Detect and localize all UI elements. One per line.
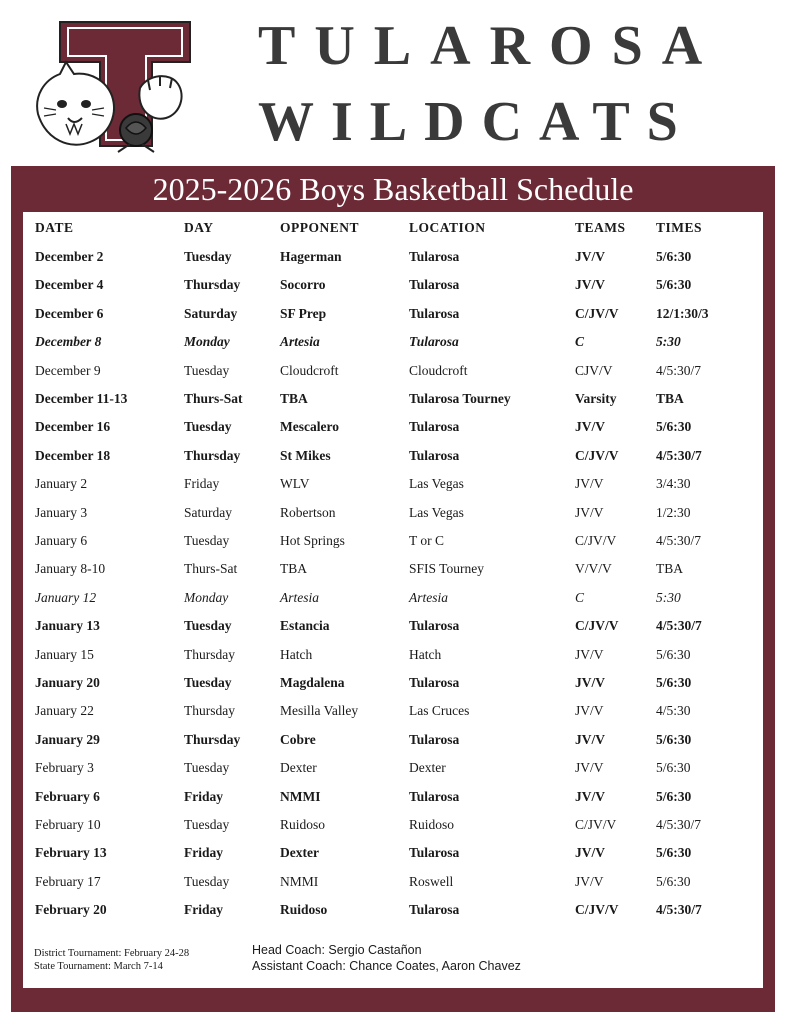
row-location: Hatch xyxy=(409,646,442,662)
row-times: 5/6:30 xyxy=(656,788,692,804)
row-teams: JV/V xyxy=(575,703,604,719)
row-opponent: TBA xyxy=(280,561,307,577)
row-opponent: Ruidoso xyxy=(280,902,328,918)
row-opponent: St Mikes xyxy=(280,447,331,463)
row-date: December 11-13 xyxy=(35,391,128,406)
table-row xyxy=(23,359,763,383)
row-opponent: Dexter xyxy=(280,760,317,776)
state-tournament: State Tournament: March 7-14 xyxy=(34,961,163,972)
row-times: 1/2:30 xyxy=(656,504,691,520)
row-teams: C xyxy=(575,334,585,350)
row-day: Tuesday xyxy=(184,873,230,889)
row-teams: JV/V xyxy=(575,873,604,889)
row-opponent: Ruidoso xyxy=(280,817,326,832)
row-date: January 2 xyxy=(35,476,88,492)
row-location: Tularosa xyxy=(409,249,460,264)
table-row xyxy=(23,785,763,809)
row-day: Tuesday xyxy=(184,817,230,832)
row-times: 5/6:30 xyxy=(656,249,692,264)
row-teams: JV/V xyxy=(575,504,604,520)
row-day: Thursday xyxy=(184,447,241,463)
row-location: Las Cruces xyxy=(409,703,470,719)
row-teams: C/JV/V xyxy=(575,305,619,321)
header-teams: TEAMS xyxy=(575,220,626,235)
row-opponent: Mescalero xyxy=(280,419,339,435)
row-day: Friday xyxy=(184,788,223,804)
row-teams: JV/V xyxy=(575,277,605,293)
table-header-row xyxy=(23,216,763,240)
row-teams: JV/V xyxy=(575,419,605,435)
row-teams: C/JV/V xyxy=(575,902,619,918)
row-date: January 6 xyxy=(35,533,88,548)
row-opponent: Cloudcroft xyxy=(280,362,339,378)
row-teams: JV/V xyxy=(575,788,605,804)
table-row xyxy=(23,557,763,581)
row-opponent: Artesia xyxy=(280,589,319,605)
district-tournament: District Tournament: February 24-28 xyxy=(34,948,190,959)
schedule-panel xyxy=(23,212,763,988)
row-date: January 13 xyxy=(35,618,100,634)
row-date: February 3 xyxy=(35,760,94,776)
row-date: January 12 xyxy=(35,589,97,605)
assistant-coach: Assistant Coach: Chance Coates, Aaron Chavez xyxy=(252,959,521,973)
row-times: 4/5:30/7 xyxy=(656,902,702,918)
row-date: February 20 xyxy=(35,902,107,918)
row-teams: JV/V xyxy=(575,249,605,264)
row-times: 5/6:30 xyxy=(656,873,691,889)
table-row xyxy=(23,671,763,695)
row-location: Dexter xyxy=(409,760,446,776)
table-row xyxy=(23,273,763,297)
row-times: 5:30 xyxy=(656,589,681,605)
tournament-info xyxy=(34,947,189,973)
row-times: 5:30 xyxy=(656,334,681,350)
row-date: January 8-10 xyxy=(35,561,106,577)
row-location: Tularosa xyxy=(409,447,460,463)
table-row xyxy=(23,472,763,496)
row-date: February 13 xyxy=(35,845,107,861)
row-location: Tularosa xyxy=(409,788,460,804)
row-opponent: Socorro xyxy=(280,277,326,293)
table-row xyxy=(23,529,763,553)
row-date: February 17 xyxy=(35,873,101,889)
row-opponent: Dexter xyxy=(280,845,319,861)
table-row xyxy=(23,728,763,752)
row-day: Tuesday xyxy=(184,362,230,378)
row-opponent: Robertson xyxy=(280,504,336,520)
row-day: Friday xyxy=(184,845,223,861)
row-day: Friday xyxy=(184,476,220,492)
table-row xyxy=(23,415,763,439)
row-day: Saturday xyxy=(184,305,238,321)
coach-info xyxy=(252,942,521,974)
row-date: January 15 xyxy=(35,646,94,662)
row-times: 4/5:30/7 xyxy=(656,533,702,548)
row-opponent: Hot Springs xyxy=(280,533,345,548)
header-date: DATE xyxy=(35,220,74,235)
row-date: February 10 xyxy=(35,817,101,832)
row-teams: C/JV/V xyxy=(575,447,619,463)
table-row xyxy=(23,302,763,326)
row-opponent: Mesilla Valley xyxy=(280,703,359,719)
row-opponent: Cobre xyxy=(280,731,316,747)
row-day: Thursday xyxy=(184,731,241,747)
table-row xyxy=(23,898,763,922)
table-row xyxy=(23,841,763,865)
row-teams: JV/V xyxy=(575,675,605,690)
title-line-1: TULAROSA xyxy=(258,15,722,77)
row-times: 4/5:30/7 xyxy=(656,447,702,463)
row-date: December 9 xyxy=(35,362,101,378)
header-day: DAY xyxy=(184,220,214,235)
row-date: December 2 xyxy=(35,249,104,264)
row-location: Artesia xyxy=(409,589,448,605)
table-row xyxy=(23,756,763,780)
table-row xyxy=(23,501,763,525)
row-date: December 4 xyxy=(35,277,104,293)
paw-icon xyxy=(139,76,181,119)
table-row xyxy=(23,614,763,638)
row-location: Tularosa xyxy=(409,902,460,918)
row-opponent: SF Prep xyxy=(280,305,327,321)
table-row xyxy=(23,813,763,837)
row-day: Tuesday xyxy=(184,675,232,690)
header-opponent: OPPONENT xyxy=(280,220,360,235)
row-opponent: NMMI xyxy=(280,873,319,889)
table-row xyxy=(23,586,763,610)
row-opponent: Artesia xyxy=(280,334,320,350)
row-location: Tularosa xyxy=(409,277,460,293)
row-opponent: NMMI xyxy=(280,788,321,804)
row-date: January 22 xyxy=(35,703,94,719)
row-day: Thurs-Sat xyxy=(184,391,243,406)
row-location: Tularosa xyxy=(409,618,460,634)
row-teams: JV/V xyxy=(575,760,604,776)
row-location: SFIS Tourney xyxy=(409,561,484,577)
schedule-title: 2025-2026 Boys Basketball Schedule xyxy=(152,171,634,207)
row-location: Tularosa Tourney xyxy=(409,391,511,406)
table-row xyxy=(23,245,763,269)
row-times: 5/6:30 xyxy=(656,760,691,776)
wildcats-logo xyxy=(30,18,200,158)
row-teams: JV/V xyxy=(575,731,605,747)
row-location: T or C xyxy=(409,533,445,548)
row-times: 5/6:30 xyxy=(656,845,692,861)
row-teams: CJV/V xyxy=(575,362,613,378)
row-location: Roswell xyxy=(409,873,454,889)
row-day: Tuesday xyxy=(184,533,230,548)
row-teams: C xyxy=(575,589,585,605)
row-day: Saturday xyxy=(184,504,232,520)
row-day: Thursday xyxy=(184,703,235,719)
table-row xyxy=(23,387,763,411)
row-opponent: Hatch xyxy=(280,646,313,662)
row-location: Tularosa xyxy=(409,419,460,435)
row-location: Tularosa xyxy=(409,334,459,350)
row-times: 5/6:30 xyxy=(656,419,692,435)
table-row xyxy=(23,330,763,354)
row-date: December 6 xyxy=(35,305,104,321)
row-date: February 6 xyxy=(35,788,100,804)
row-times: 3/4:30 xyxy=(656,476,691,492)
row-times: 4/5:30/7 xyxy=(656,618,702,634)
row-teams: JV/V xyxy=(575,845,605,861)
row-day: Friday xyxy=(184,902,223,918)
row-day: Tuesday xyxy=(184,249,232,264)
row-times: 4/5:30 xyxy=(656,703,691,719)
row-times: 5/6:30 xyxy=(656,646,691,662)
row-opponent: Estancia xyxy=(280,618,330,634)
row-date: January 29 xyxy=(35,731,100,747)
row-times: 5/6:30 xyxy=(656,731,692,747)
row-day: Thursday xyxy=(184,277,241,293)
row-date: January 3 xyxy=(35,504,88,520)
row-times: TBA xyxy=(656,561,683,577)
row-opponent: TBA xyxy=(280,391,308,406)
row-location: Las Vegas xyxy=(409,504,464,520)
row-day: Tuesday xyxy=(184,419,232,435)
row-times: 4/5:30/7 xyxy=(656,817,702,832)
row-date: December 18 xyxy=(35,447,111,463)
title-line-2: WILDCATS xyxy=(258,91,695,153)
row-location: Tularosa xyxy=(409,845,460,861)
row-location: Tularosa xyxy=(409,731,460,747)
row-day: Monday xyxy=(184,334,230,350)
row-teams: C/JV/V xyxy=(575,618,619,634)
row-teams: JV/V xyxy=(575,646,604,662)
table-row xyxy=(23,699,763,723)
row-teams: C/JV/V xyxy=(575,533,617,548)
row-times: 5/6:30 xyxy=(656,675,692,690)
table-row xyxy=(23,870,763,894)
row-opponent: Hagerman xyxy=(280,249,342,264)
row-day: Thurs-Sat xyxy=(184,561,238,577)
table-row xyxy=(23,643,763,667)
header-times: TIMES xyxy=(656,220,703,235)
row-location: Cloudcroft xyxy=(409,362,468,378)
header-location: LOCATION xyxy=(409,220,486,235)
row-teams: JV/V xyxy=(575,476,604,492)
row-date: December 8 xyxy=(35,334,102,350)
head-coach: Head Coach: Sergio Castañon xyxy=(252,943,422,957)
row-opponent: Magdalena xyxy=(280,675,345,690)
row-date: January 20 xyxy=(35,675,100,690)
table-row xyxy=(23,444,763,468)
row-day: Tuesday xyxy=(184,618,232,634)
row-teams: C/JV/V xyxy=(575,817,617,832)
row-opponent: WLV xyxy=(280,476,310,492)
row-teams: V/V/V xyxy=(575,561,612,577)
row-times: 12/1:30/3 xyxy=(656,305,709,321)
row-location: Las Vegas xyxy=(409,476,464,492)
schedule-frame xyxy=(11,166,775,1012)
row-times: 5/6:30 xyxy=(656,277,692,293)
row-teams: Varsity xyxy=(575,391,617,406)
row-date: December 16 xyxy=(35,419,111,435)
row-times: 4/5:30/7 xyxy=(656,362,702,378)
row-times: TBA xyxy=(656,391,684,406)
row-location: Tularosa xyxy=(409,305,460,321)
row-day: Tuesday xyxy=(184,760,230,776)
row-location: Ruidoso xyxy=(409,817,455,832)
row-location: Tularosa xyxy=(409,675,460,690)
row-day: Thursday xyxy=(184,646,235,662)
row-day: Monday xyxy=(184,589,229,605)
